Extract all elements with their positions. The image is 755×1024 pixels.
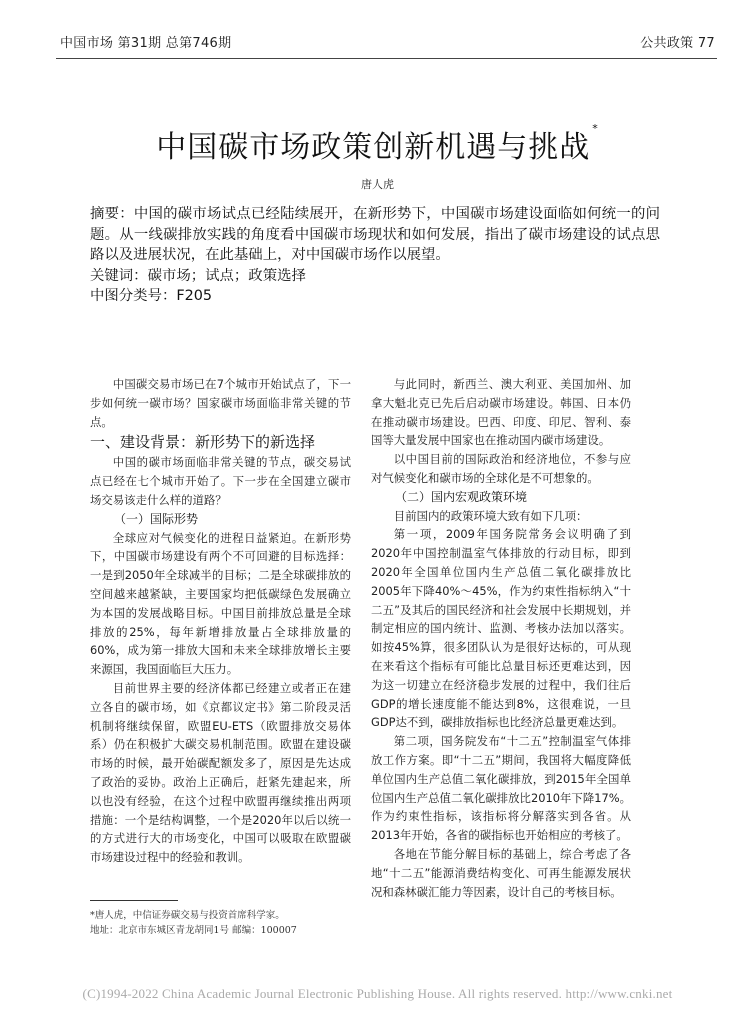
right-paragraph-3: 目前国内的政策环境大致有如下几项： [393, 508, 588, 523]
footnote-rule [90, 900, 178, 901]
running-header-journal: 中国市场 第31期 总第746期 [60, 36, 232, 51]
title-footnote-mark: * [592, 122, 599, 135]
running-header-section-page: 公共政策 77 [640, 36, 715, 51]
right-paragraph-6: 各地在节能分解目标的基础上，综合考虑了各地“十二五”能源消费结构变化、可再生能源发展状况和森林碳汇能力等因素，设计自己的考核目标。 [371, 846, 631, 899]
left-column [90, 375, 351, 867]
footnote [90, 908, 297, 938]
right-paragraph-1: 与此同时，新西兰、澳大利亚、美国加州、加拿大魁北克已先后启动碳市场建设。韩国、日本仍在推动碳市场建设。巴西、印度、印尼、智利、泰国等大量发展中国家也在推动国内碳市场建设。 [371, 377, 631, 448]
copyright-watermark: (C)1994-2022 China Academic Journal Electronic Publishing House. All rights reserved. http://www.cnki.net [82, 986, 673, 1001]
article-title-text: 中国碳市场政策创新机遇与挑战 [156, 130, 591, 165]
section-1-paragraph: 中国的碳市场面临非常关键的节点，碳交易试点已经在七个城市开始了。下一步在全国建立碳市场交易该走什么样的道路？ [90, 455, 351, 507]
right-paragraph-5: 第二项，国务院发布“十二五”控制温室气体排放工作方案。即“十二五”期间，我国将大幅度降低单位国内生产总值二氧化碳排放，到2015年全国单位国内生产总值二氧化碳排放比2010年下降17%。作为约束性指标，该指标将分解落实到各省。从2013年开始，各省的碳指标也开始相应的考核了。 [371, 734, 631, 843]
article-title [0, 122, 755, 166]
intro-paragraph: 中国碳交易市场已在7个城市开始试点了，下一步如何统一碳市场？国家碳市场面临非常关键的节点。 [90, 377, 351, 429]
right-paragraph-4: 第一项，2009年国务院常务会议明确了到2020年中国控制温室气体排放的行动目标，即到2020年全国单位国内生产总值二氧化碳排放比2005年下降40%～45%，作为约束性指标纳入“十二五”及其后的国民经济和社会发展中长期规划，并制定相应的国内统计、监测、考核办法加以落实。如按45%算，很多团队认为是很好达标的，可从现在来看这个指标有可能比总量目标还更难达到，因为这一切建立在经济稳步发展的过程中，我们往后GDP的增长速度能不能达到8%，这很难说，一旦GDP达不到，碳排放指标也比经济总量更难达到。 [371, 527, 631, 730]
footnote-address: 地址：北京市东城区青龙胡同1号 邮编：100007 [90, 925, 297, 936]
subsection-1-heading: （一）国际形势 [114, 511, 199, 526]
keywords: 关键词：碳市场；试点；政策选择 [90, 267, 306, 284]
right-paragraph-2: 以中国目前的国际政治和经济地位，不参与应对气候变化和碳市场的全球化是不可想象的。 [371, 452, 631, 485]
abstract-text: 摘要：中国的碳市场试点已经陆续展开，在新形势下，中国碳市场建设面临如何统一的问题。从一线碳排放实践的角度看中国碳市场现状和如何发展，指出了碳市场建设的试点思路以及进展状况，在此基础上，对中国碳市场作以展望。 [90, 206, 660, 263]
subsection-1-paragraph-2: 目前世界主要的经济体都已经建立或者正在建立各自的碳市场，如《京都议定书》第二阶段灵活机制将继续保留，欧盟EU-ETS（欧盟排放交易体系）仍在积极扩大碳交易机制范围。欧盟在建设碳市场的时候，最开始碳配额发多了，原因是先达成了政治的妥协。政治上正确后，赶紧先建起来，所以也没有经验，在这个过程中欧盟再继续推出两项措施：一个是结构调整，一个是2020年以后以统一的方式进行大的市场变化，中国可以吸取在欧盟碳市场建设过程中的经验和教训。 [90, 680, 351, 865]
subsection-1-paragraph-1: 全球应对气候变化的进程日益紧迫。在新形势下，中国碳市场建设有两个不可回避的目标选择：一是到2050年全球减半的目标；二是全球碳排放的空间越来越紧缺，主要国家均把低碳绿色发展确立为本国的发展战略目标。中国目前排放总量是全球排放的25%，每年新增排放量占全球排放量的60%，成为第一排放大国和未来全球排放增长主要来源国，我国面临巨大压力。 [90, 530, 351, 677]
subsection-2-heading: （二）国内宏观政策环境 [395, 489, 528, 504]
header-rule [56, 58, 717, 59]
right-column [371, 375, 631, 901]
section-1-heading: 一、建设背景：新形势下的新选择 [90, 433, 316, 452]
article-author: 唐人虎 [361, 178, 394, 191]
abstract-block [90, 204, 660, 307]
classification-number: 中图分类号：F205 [90, 288, 213, 304]
footnote-author-info: *唐人虎，中信证券碳交易与投资首席科学家。 [90, 910, 285, 921]
